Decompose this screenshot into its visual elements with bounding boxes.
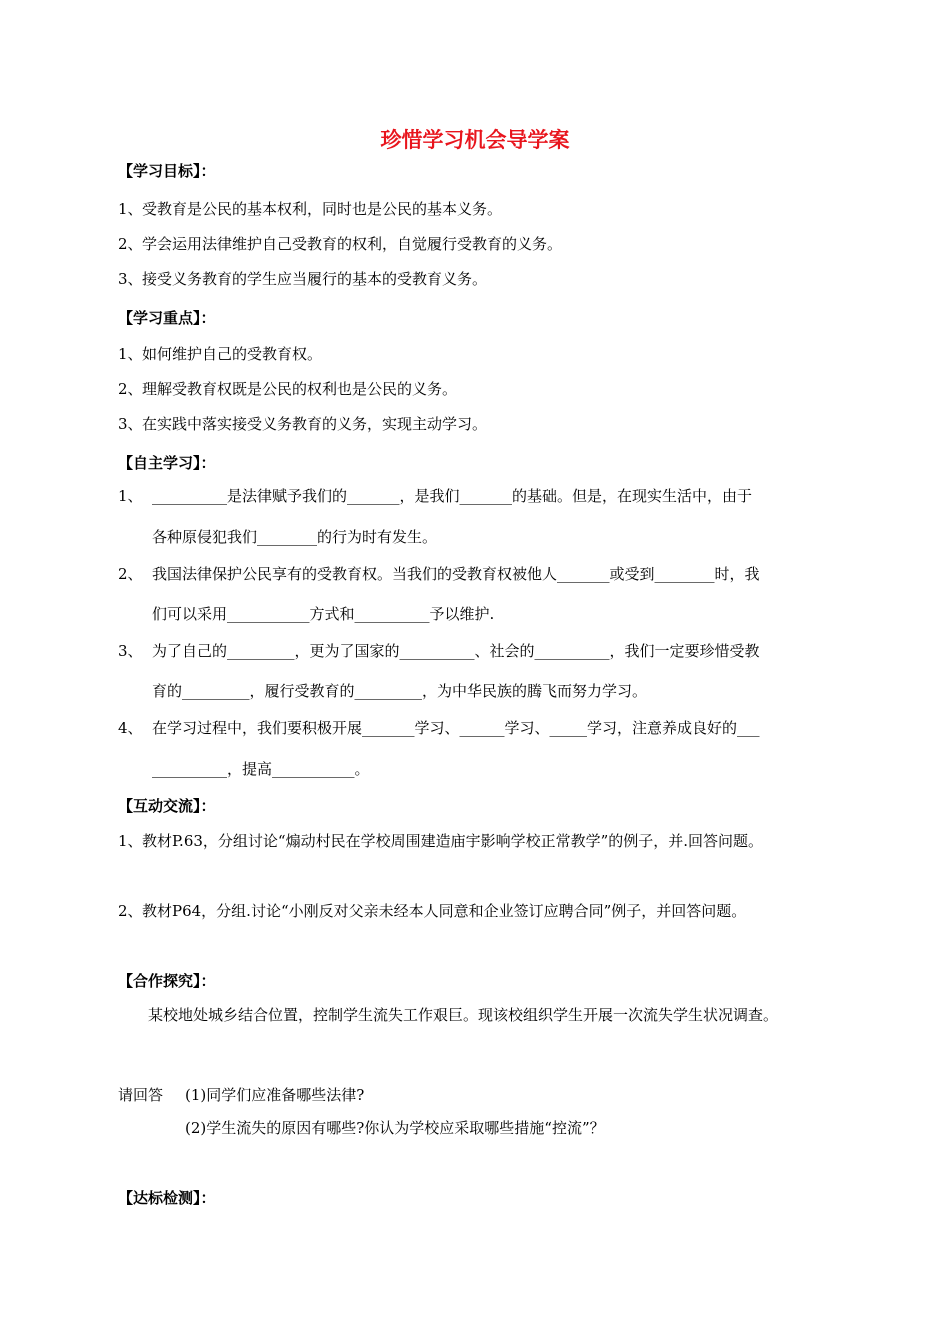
key-point-1-text: 如何维护自己的受教育权。 xyxy=(142,345,323,363)
self-study-1-line-1: __________是法律赋予我们的_______，是我们_______的基础。但是，在现实生活中，由于 xyxy=(152,487,753,505)
goal-item-1-text: 受教育是公民的基本权利，同时也是公民的基本义务。 xyxy=(142,200,503,218)
section-heading-goals: 【学习目标】： xyxy=(118,162,216,180)
key-point-3-number: 3、 xyxy=(118,415,143,433)
section-heading-self-study: 【自主学习】： xyxy=(118,454,216,472)
goal-item-1-number: 1、 xyxy=(118,200,143,218)
section-heading-test: 【达标检测】： xyxy=(118,1189,216,1207)
goal-item-3-text: 接受义务教育的学生应当履行的基本的受教育义务。 xyxy=(142,270,488,288)
goal-item-2-number: 2、 xyxy=(118,235,143,253)
section-heading-cooperation: 【合作探究】： xyxy=(118,972,216,990)
key-point-2-number: 2、 xyxy=(118,380,143,398)
self-study-3-line-2: 育的_________，履行受教育的_________，为中华民族的腾飞而努力学习。 xyxy=(152,682,648,700)
self-study-1-line-2: 各种原侵犯我们________的行为时有发生。 xyxy=(152,528,438,546)
self-study-2-number: 2、 xyxy=(118,565,143,583)
goal-item-3-number: 3、 xyxy=(118,270,143,288)
interaction-2-text: 教材P64，分组.讨论“小刚反对父亲未经本人同意和企业签订应聘合同”例子，并回答问题。 xyxy=(142,902,747,920)
self-study-4-line-2: __________，提高___________。 xyxy=(152,760,370,778)
key-point-3-text: 在实践中落实接受义务教育的义务，实现主动学习。 xyxy=(142,415,488,433)
key-point-2-text: 理解受教育权既是公民的权利也是公民的义务。 xyxy=(142,380,458,398)
self-study-3-line-1: 为了自己的_________，更为了国家的__________、社会的__________，我们一定要珍惜受教 xyxy=(152,642,760,660)
page-title: 珍惜学习机会导学案 xyxy=(380,128,570,152)
self-study-4-line-1: 在学习过程中，我们要积极开展_______学习、______学习、_____学习，注意养成良好的___ xyxy=(152,719,760,737)
self-study-3-number: 3、 xyxy=(118,642,143,660)
section-heading-interaction: 【互动交流】： xyxy=(118,797,216,815)
cooperation-question-1: (1)同学们应准备哪些法律? xyxy=(185,1086,365,1104)
cooperation-question-2: (2)学生流失的原因有哪些?你认为学校应采取哪些措施“控流”？ xyxy=(185,1119,605,1137)
section-heading-key-points: 【学习重点】： xyxy=(118,309,216,327)
cooperation-prompt-label: 请回答 xyxy=(118,1086,164,1104)
key-point-1-number: 1、 xyxy=(118,345,143,363)
self-study-2-line-1: 我国法律保护公民享有的受教育权。当我们的受教育权被他人_______或受到________时，我 xyxy=(152,565,760,583)
self-study-1-number: 1、 xyxy=(118,487,143,505)
goal-item-2-text: 学会运用法律维护自己受教育的权利，自觉履行受教育的义务。 xyxy=(142,235,563,253)
self-study-4-number: 4、 xyxy=(118,719,143,737)
interaction-1-text: 教材P.63，分组讨论“煽动村民在学校周围建造庙宇影响学校正常教学”的例子，并.回答问题。 xyxy=(142,832,764,850)
interaction-2-number: 2、 xyxy=(118,902,143,920)
self-study-2-line-2: 们可以采用___________方式和__________予以维护. xyxy=(152,605,495,623)
cooperation-paragraph: 某校地处城乡结合位置，控制学生流失工作艰巨。现该校组织学生开展一次流失学生状况调查。 xyxy=(148,1006,779,1024)
interaction-1-number: 1、 xyxy=(118,832,143,850)
